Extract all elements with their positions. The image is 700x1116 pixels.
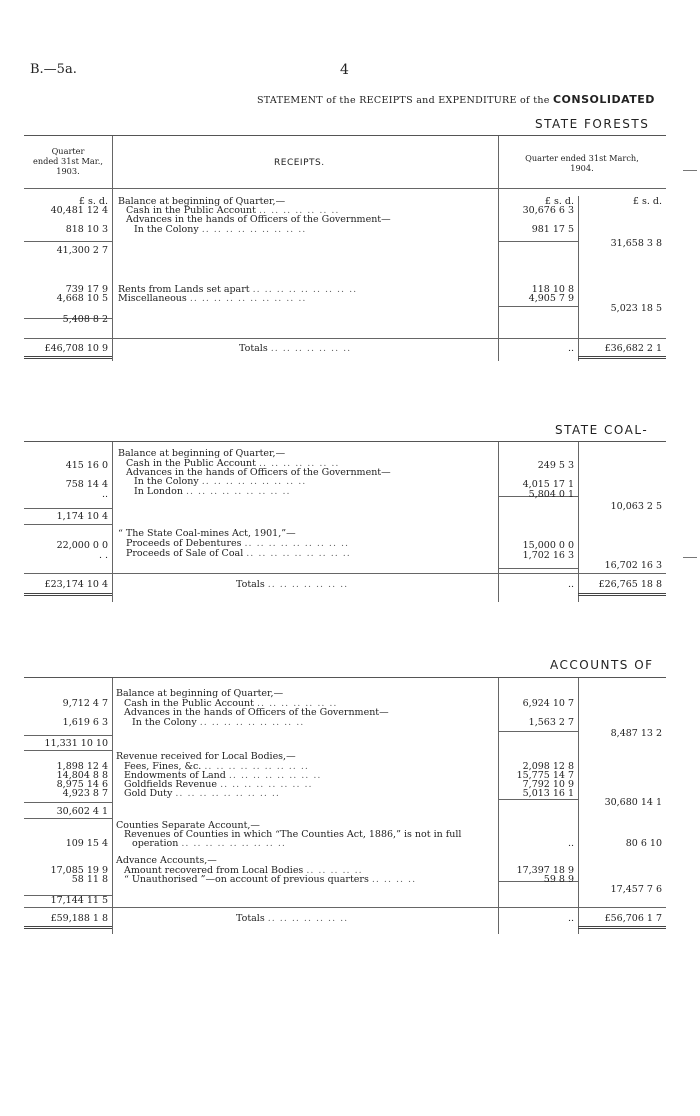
row-left-value: 758 14 4 xyxy=(65,479,108,490)
row-r2-value: 8,487 13 2 xyxy=(610,728,662,739)
section-title-accounts-of: ACCOUNTS OF xyxy=(550,658,654,672)
row-label: Proceeds of Debentures .. .. .. .. .. .. .. .. .. xyxy=(126,538,350,549)
row-r1-value: 1,702 16 3 xyxy=(522,550,574,561)
row-label: Goldfields Revenue .. .. .. .. .. .. .. .. xyxy=(124,779,313,790)
row-r1-value: 30,676 6 3 xyxy=(522,205,574,216)
left-header-line2: ended 31st Mar., xyxy=(32,156,104,166)
row-left-value: 8,975 14 6 xyxy=(56,779,108,790)
row-left-value: 4,668 10 5 xyxy=(56,293,108,304)
row-r1-value: 17,397 18 9 xyxy=(516,865,574,876)
row-label: In London .. .. .. .. .. .. .. .. .. xyxy=(134,486,291,497)
row-left-value: 9,712 4 7 xyxy=(62,698,108,709)
row-label: In the Colony .. .. .. .. .. .. .. .. .. xyxy=(134,224,307,235)
row-label: Proceeds of Sale of Coal .. .. .. .. .. .. .. .. .. xyxy=(126,548,351,559)
row-r2-value: 17,457 7 6 xyxy=(610,884,662,895)
state-coal-table xyxy=(24,441,666,602)
right-header-line2: 1904. xyxy=(570,163,594,173)
page-number: 4 xyxy=(340,62,349,78)
row-left-value: 739 17 9 xyxy=(65,284,108,295)
row-r1-value: 5,013 16 1 xyxy=(522,788,574,799)
row-r1-value: .. xyxy=(567,838,574,849)
row-label: Balance at beginning of Quarter,— xyxy=(118,448,286,459)
row-label: Miscellaneous .. .. .. .. .. .. .. .. .. .. xyxy=(118,293,307,304)
totals-r2: £56,706 1 7 xyxy=(604,913,662,924)
totals-label: Totals .. .. .. .. .. .. .. xyxy=(236,913,349,924)
row-label: Advances in the hands of Officers of the Government— xyxy=(126,467,391,478)
row-left-value: 22,000 0 0 xyxy=(56,540,108,551)
left-header-line1: Quarter xyxy=(51,146,85,156)
row-left-subtotal: 1,174 10 4 xyxy=(56,511,108,522)
left-header-line3: 1903. xyxy=(56,166,80,176)
totals-left: £59,188 1 8 xyxy=(50,913,108,924)
row-left-value: 14,804 8 8 xyxy=(56,770,108,781)
row-r2-value: 30,680 14 1 xyxy=(604,797,662,808)
totals-r1: .. xyxy=(567,579,574,590)
margin-mark xyxy=(683,557,697,558)
left-units: £ s. d. xyxy=(78,196,108,207)
row-r1-value: 118 10 8 xyxy=(531,284,574,295)
row-left-subtotal: 11,331 10 10 xyxy=(44,738,108,749)
row-label: Revenues of Counties in which “The Counties Act, 1886,” is not in full xyxy=(124,829,462,840)
row-label: Advances in the hands of Officers of the Government— xyxy=(124,707,389,718)
row-label: In the Colony .. .. .. .. .. .. .. .. .. xyxy=(134,476,307,487)
row-r1-value: 59 8 9 xyxy=(543,874,574,885)
accounts-of-table xyxy=(24,677,666,934)
row-left-subtotal: 30,602 4 1 xyxy=(56,806,108,817)
row-label: Rents from Lands set apart .. .. .. .. .. .. .. .. .. xyxy=(118,284,358,295)
row-left-value: 40,481 12 4 xyxy=(50,205,108,216)
row-r2-value: 80 6 10 xyxy=(625,838,662,849)
row-left-value: 1,898 12 4 xyxy=(56,761,108,772)
row-r1-value: 1,563 2 7 xyxy=(528,717,574,728)
totals-r1: .. xyxy=(567,343,574,354)
row-label: Cash in the Public Account .. .. .. .. .. .. .. xyxy=(126,205,340,216)
row-label: Endowments of Land .. .. .. .. .. .. .. .. xyxy=(124,770,322,781)
statement-title-prefix: STATEMENT of the RECEIPTS and EXPENDITURE of the xyxy=(257,95,550,106)
row-left-value: 109 15 4 xyxy=(65,838,108,849)
margin-mark xyxy=(683,170,697,171)
row-r1-value: 7,792 10 9 xyxy=(522,779,574,790)
row-label: Fees, Fines, &c. .. .. .. .. .. .. .. .. .. xyxy=(124,761,309,772)
row-r1-value: 15,000 0 0 xyxy=(522,540,574,551)
r1-units: £ s. d. xyxy=(544,196,574,207)
row-label: Advance Accounts,— xyxy=(116,855,217,866)
row-left-value: .. xyxy=(101,489,108,500)
row-left-value: 415 16 0 xyxy=(65,460,108,471)
row-label: Cash in the Public Account .. .. .. .. .. .. .. xyxy=(126,458,340,469)
row-label: Counties Separate Account,— xyxy=(116,820,260,831)
row-label: operation .. .. .. .. .. .. .. .. .. xyxy=(132,838,286,849)
row-r1-value: 5,804 0 1 xyxy=(528,489,574,500)
receipts-header: RECEIPTS. xyxy=(274,158,325,168)
row-left-value: . . xyxy=(98,550,108,561)
section-title-state-forests: STATE FORESTS xyxy=(535,117,650,131)
right-header-line1: Quarter ended 31st March, xyxy=(525,153,639,163)
row-left-value: 17,085 19 9 xyxy=(50,865,108,876)
row-r1-value: 981 17 5 xyxy=(531,224,574,235)
r2-units: £ s. d. xyxy=(632,196,662,207)
statement-title-bold: CONSOLIDATED xyxy=(552,93,655,106)
row-r1-value: 249 5 3 xyxy=(537,460,574,471)
row-label: Balance at beginning of Quarter,— xyxy=(116,688,284,699)
totals-r2: £26,765 18 8 xyxy=(598,579,662,590)
page-reference: B.—5a. xyxy=(30,62,77,77)
totals-left: £23,174 10 4 xyxy=(44,579,108,590)
row-label: Balance at beginning of Quarter,— xyxy=(118,196,286,207)
row-r2-value: 10,063 2 5 xyxy=(610,501,662,512)
row-label: Gold Duty .. .. .. .. .. .. .. .. .. xyxy=(124,788,280,799)
row-r1-value: 6,924 10 7 xyxy=(522,698,574,709)
totals-r1: .. xyxy=(567,913,574,924)
row-left-value: 4,923 8 7 xyxy=(62,788,108,799)
row-r1-value: 15,775 14 7 xyxy=(516,770,574,781)
row-label: Cash in the Public Account .. .. .. .. .. .. .. xyxy=(124,698,338,709)
section-title-state-coal: STATE COAL- xyxy=(555,423,649,437)
row-r1-value: 2,098 12 8 xyxy=(522,761,574,772)
state-forests-table xyxy=(24,135,666,361)
row-r2-value: 16,702 16 3 xyxy=(604,560,662,571)
row-label: “ Unauthorised ”—on account of previous quarters .. .. .. .. xyxy=(124,874,417,885)
row-label: “ The State Coal-mines Act, 1901,”— xyxy=(118,528,296,539)
statement-title xyxy=(257,93,655,106)
row-left-value: 818 10 3 xyxy=(65,224,108,235)
row-left-subtotal: 5,408 8 2 xyxy=(62,314,108,325)
totals-r2: £36,682 2 1 xyxy=(604,343,662,354)
row-r1-value: 4,015 17 1 xyxy=(522,479,574,490)
row-left-subtotal: 41,300 2 7 xyxy=(56,245,108,256)
row-r2-value: 31,658 3 8 xyxy=(610,238,662,249)
row-label: In the Colony .. .. .. .. .. .. .. .. .. xyxy=(132,717,305,728)
row-label: Advances in the hands of Officers of the Government— xyxy=(126,214,391,225)
row-left-subtotal: 17,144 11 5 xyxy=(50,895,108,906)
row-left-value: 58 11 8 xyxy=(71,874,108,885)
row-label: Amount recovered from Local Bodies .. .. .. .. .. xyxy=(124,865,363,876)
totals-left: £46,708 10 9 xyxy=(44,343,108,354)
totals-label: Totals .. .. .. .. .. .. .. xyxy=(239,343,352,354)
totals-label: Totals .. .. .. .. .. .. .. xyxy=(236,579,349,590)
row-left-value: 1,619 6 3 xyxy=(62,717,108,728)
row-r1-value: 4,905 7 9 xyxy=(528,293,574,304)
row-r2-value: 5,023 18 5 xyxy=(610,303,662,314)
row-label: Revenue received for Local Bodies,— xyxy=(116,751,296,762)
